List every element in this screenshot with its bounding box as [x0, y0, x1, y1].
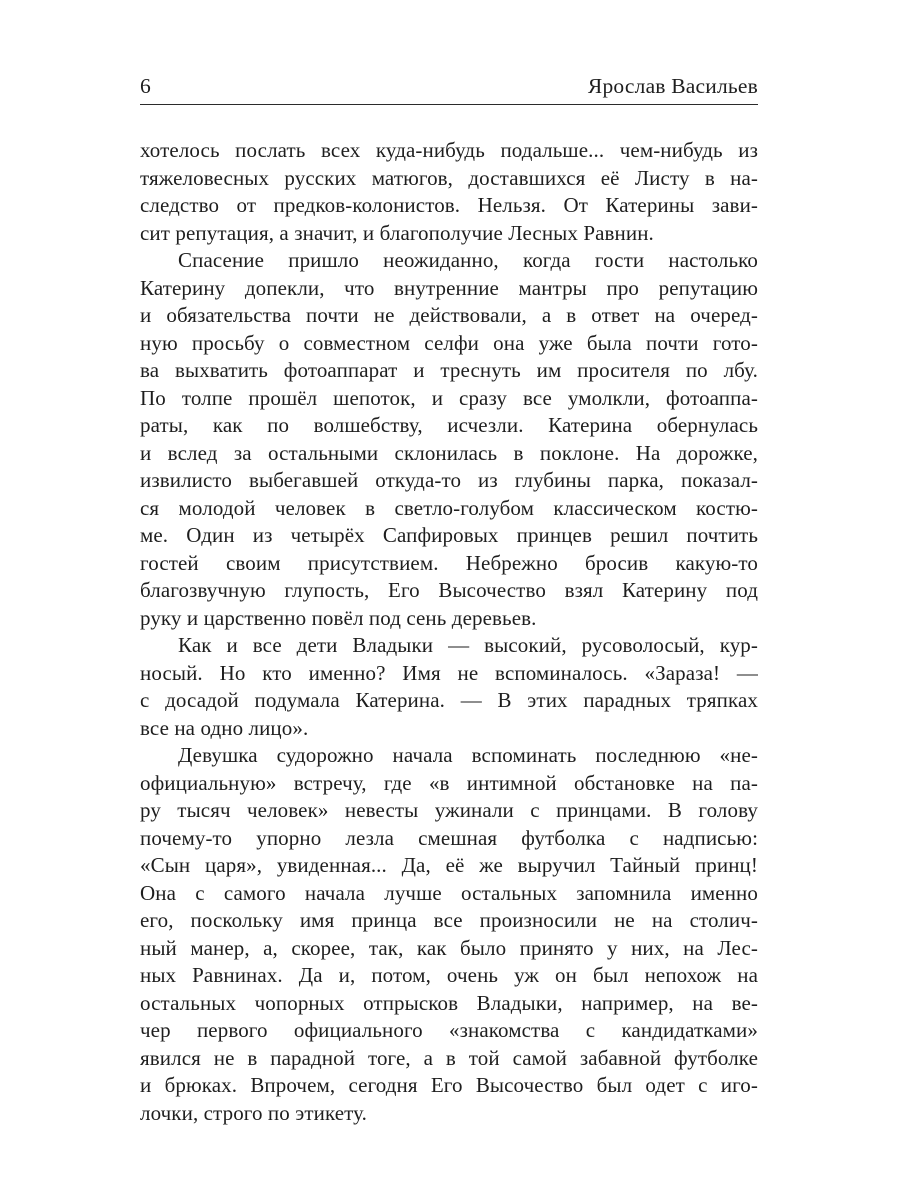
text-line: Девушка судорожно начала вспоминать последнюю «не-: [178, 743, 758, 767]
text-line: руку и царственно повёл под сень деревьев.: [140, 605, 537, 630]
text-line: благозвучную глупость, Его Высочество взял Катерину под: [140, 578, 758, 602]
text-line: тяжеловесных русских матюгов, доставшихся её Листу в на-: [140, 165, 758, 190]
text-line: ся молодой человек в светло-голубом классическом костю-: [140, 495, 758, 520]
text-line: остальных чопорных отпрысков Владыки, например, на ве-: [140, 990, 758, 1015]
text-line: чер первого официального «знакомства с кандидатками»: [140, 1018, 758, 1042]
header-rule: [140, 104, 758, 105]
text-line: ный манер, а, скорее, так, как было принято у них, на Лес-: [140, 935, 758, 960]
page-number: 6: [140, 74, 152, 98]
text-line: почему-то упорно лезла смешная футболка с надписью:: [140, 825, 758, 850]
page-header: [140, 74, 758, 98]
text-line: следство от предков-колонистов. Нельзя. От Катерины зави-: [140, 193, 758, 217]
text-line: «Сын царя», увиденная... Да, её же выручил Тайный принц!: [140, 853, 758, 877]
text-line: По толпе прошёл шепоток, и сразу все умолкли, фотоаппа-: [140, 385, 758, 410]
text-line: Спасение пришло неожиданно, когда гости настолько: [178, 248, 758, 272]
text-line: раты, как по волшебству, исчезли. Катерина обернулась: [140, 413, 758, 437]
text-line: извилисто выбегавшей откуда-то из глубины парка, показал-: [140, 468, 758, 492]
text-line: ме. Один из четырёх Сапфировых принцев решил почтить: [140, 523, 758, 547]
text-line: официальную» встречу, где «в интимной обстановке на па-: [140, 770, 758, 795]
text-line: с досадой подумала Катерина. — В этих парадных тряпках: [140, 688, 758, 712]
text-line: явился не в парадной тоге, а в той самой забавной футболке: [140, 1045, 758, 1070]
running-head: Ярослав Васильев: [587, 74, 758, 98]
text-line: сит репутация, а значит, и благополучие Лесных Равнин.: [140, 220, 654, 245]
text-line: лочки, строго по этикету.: [140, 1100, 367, 1125]
text-line: носый. Но кто именно? Имя не вспоминалось. «Зараза! —: [140, 660, 758, 685]
text-line: ру тысяч человек» невесты ужинали с принцами. В голову: [140, 798, 758, 822]
text-line: хотелось послать всех куда-нибудь подальше... чем-нибудь из: [140, 138, 758, 162]
text-line: ных Равнинах. Да и, потом, очень уж он был непохож на: [140, 963, 758, 987]
text-line: Она с самого начала лучше остальных запомнила именно: [140, 880, 758, 905]
text-line: Как и все дети Владыки — высокий, русоволосый, кур-: [178, 633, 758, 657]
text-line: Катерину допекли, что внутренние мантры про репутацию: [140, 275, 758, 300]
text-line: гостей своим присутствием. Небрежно бросив какую-то: [140, 550, 758, 575]
text-line: все на одно лицо».: [140, 715, 309, 740]
text-line: ва выхватить фотоаппарат и треснуть им просителя по лбу.: [140, 358, 758, 382]
text-line: его, поскольку имя принца все произносили не на столич-: [140, 908, 758, 932]
text-line: ную просьбу о совместном селфи она уже была почти гото-: [140, 330, 758, 355]
text-line: и вслед за остальными склонилась в поклоне. На дорожке,: [140, 440, 758, 465]
body-text: [140, 137, 758, 1127]
text-line: и брюках. Впрочем, сегодня Его Высочество был одет с иго-: [140, 1073, 758, 1097]
text-line: и обязательства почти не действовали, а в ответ на очеред-: [140, 303, 758, 327]
